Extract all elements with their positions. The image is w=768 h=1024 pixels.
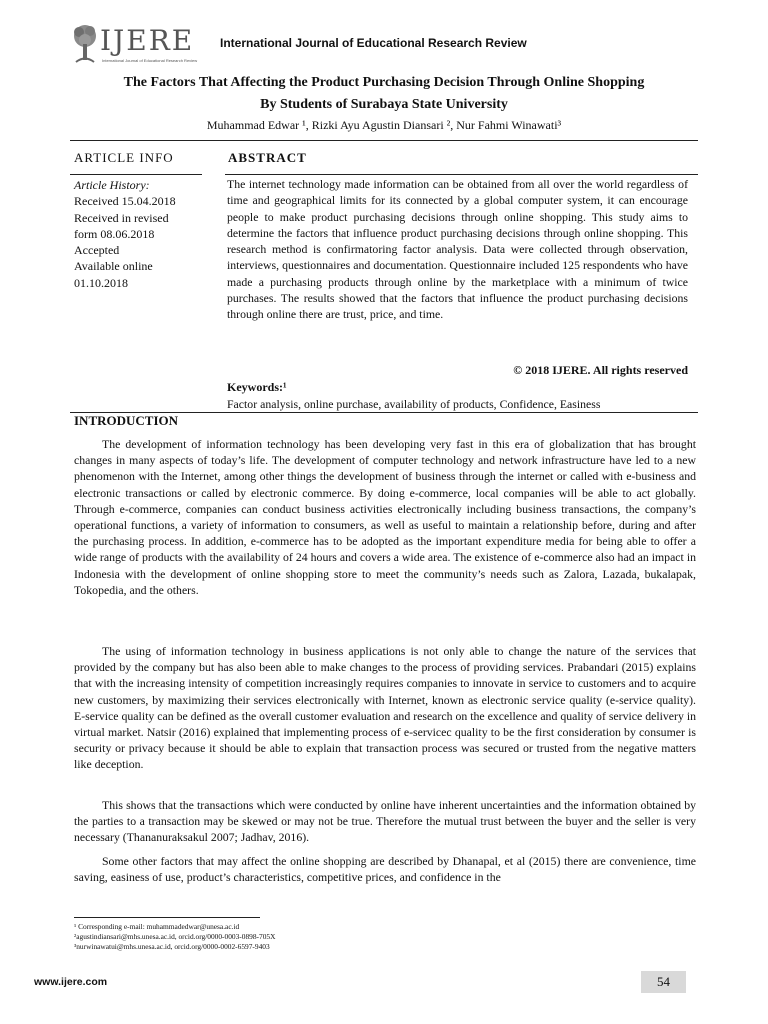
info-rule-left <box>70 174 202 175</box>
article-history-label: Article History: <box>74 178 150 192</box>
paper-title <box>0 72 768 116</box>
copyright-notice: © 2018 IJERE. All rights reserved <box>513 363 688 377</box>
top-rule <box>70 140 698 141</box>
footnote: ²agustindiansari@mhs.unesa.ac.id, orcid.org/0000-0003-0898-705X <box>74 932 276 941</box>
tree-icon <box>70 22 100 66</box>
body-paragraph: The development of information technology has been developing very fast in this era of globalization that has brought changes in many aspects of today’s life. The development of computer technology and network infrastructure have led to a new phenomenon with the Internet, among other things the development of business through the internet or called with e-business and electronic transactions or called by electronic commerce. By doing e-commerce, local companies will be able to act globally. Through e-commerce, companies can conduct business activities electronically including business transactions, the company’s operational functions, a variety of information to consumers, as well as useful to maintain a relationship before, during and after the purchasing process. In addition, e-commerce has to be adopted as the important expenditure media for being able to offer a wide range of products with the availability of 24 hours and covers a wide area. The existence of e-commerce also had an impact in Indonesia with the development of online shopping store to meet the community’s needs such as Zalora, Lazada, bukalapak, Tokopedia, and the others. <box>74 437 696 597</box>
footnote: ³nurwinawatui@mhs.unesa.ac.id, orcid.org/0000-0002-6597-9403 <box>74 942 270 951</box>
journal-website-link[interactable]: www.ijere.com <box>34 976 108 988</box>
footnotes <box>74 922 474 952</box>
journal-name: International Journal of Educational Research Review <box>220 36 527 50</box>
body-paragraph: This shows that the transactions which were conducted by online have inherent uncertainties and the information obtained by the parties to a transaction may be skewed or may not be true. Therefore the mutual trust between the buyer and the seller is very necessary (Thananuraksakul 2007; Jadhav, 2016). <box>74 798 696 845</box>
article-info-line: Received 15.04.2018 <box>74 194 176 209</box>
footnote-rule <box>74 917 260 918</box>
body-paragraph: Some other factors that may affect the online shopping are described by Dhanapal, et al (2015) there are convenience, time saving, easiness of use, product’s characteristics, competitive prices, and confidence in the <box>74 854 696 885</box>
body-paragraph: The using of information technology in business applications is not only able to change the nature of the services that provided by the company but has also been able to make changes to the process of providing services. Prabandari (2015) explains that with the increasing intensity of competition increasingly requires companies to innovate in service to customers and to acquire new customers, by maximizing their services electronically with Internet, known as electronic service quality (e-service quality). E-service quality can be defined as the overall customer evaluation and research on the excellence and quality of service delivery in virtual market. Natsir (2016) explained that implementing process of e-servicec quality to be the first consideration by consumer is security or privacy because it should be able to explain that transaction process was secured or trusted from the negative matters like deception. <box>74 644 696 772</box>
keywords-list: Factor analysis, online purchase, availability of products, Confidence, Easiness <box>227 397 601 411</box>
article-info-line: Available online <box>74 259 153 274</box>
article-info-line: 01.10.2018 <box>74 275 128 290</box>
footnote: ¹ Corresponding e-mail: muhammadedwar@unesa.ac.id <box>74 922 240 931</box>
title-line-2: By Students of Surabaya State University <box>260 97 508 112</box>
title-line-1: The Factors That Affecting the Product Purchasing Decision Through Online Shopping <box>123 75 645 90</box>
article-info-line: Received in revised <box>74 210 169 225</box>
abstract-heading: ABSTRACT <box>228 150 307 165</box>
abstract-text: The internet technology made information can be obtained from all over the world regardless of time and geographical limits for its connected by a global computer system, it can encourage people to make product purchasing decisions through online shopping. This study aims to determine the factors that influence product purchasing decisions through online shopping. This research method is confirmatoring factor analysis. Data were collected through observation, interviews, questionnaires and documentation. Questionnaire included 125 respondents who have made a purchasing products through online by the marketplace with a minimum of twice purchases. The results showed that the factors that influence the product purchasing decisions through online there are trust, price, and time. <box>227 177 688 322</box>
article-info-heading: ARTICLE INFO <box>74 150 174 165</box>
info-rule-right <box>225 174 698 175</box>
section-heading-introduction: INTRODUCTION <box>74 413 179 428</box>
page-number: 54 <box>657 974 670 989</box>
keywords-label: Keywords:¹ <box>227 380 287 394</box>
article-info-line: form 08.06.2018 <box>74 226 155 241</box>
article-info-line: Accepted <box>74 243 120 258</box>
article-info <box>74 177 204 291</box>
page-number-box <box>641 971 686 993</box>
journal-logo <box>70 22 200 70</box>
logo-subtitle: International Journal of Educational Research Review <box>102 58 198 63</box>
author-list: Muhammad Edwar ¹, Rizki Ayu Agustin Diansari ², Nur Fahmi Winawati³ <box>206 118 562 132</box>
logo-text: IJERE <box>100 24 195 57</box>
